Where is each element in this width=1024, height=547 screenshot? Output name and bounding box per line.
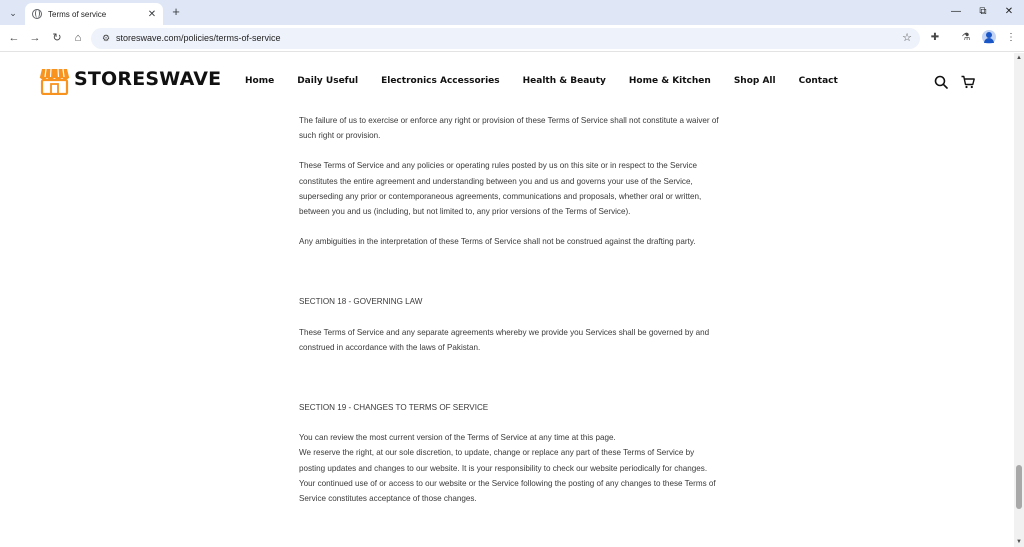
tab-strip [0,0,1024,25]
restore-icon[interactable]: ⧉ [979,6,987,17]
profile-avatar-icon[interactable] [982,30,996,44]
nav-health-beauty[interactable]: Health & Beauty [522,76,606,86]
tab-search-chevron-icon[interactable]: ⌄ [9,7,17,18]
section-19-heading: SECTION 19 - CHANGES TO TERMS OF SERVICE [299,403,489,413]
section-18-heading: SECTION 18 - GOVERNING LAW [299,297,423,307]
terms-content [299,113,719,506]
scroll-up-arrow-icon[interactable]: ▲ [1016,55,1022,61]
back-arrow-icon[interactable]: ← [8,32,20,44]
site-settings-icon[interactable]: ⚙ [101,33,111,43]
forward-arrow-icon[interactable]: → [29,32,41,44]
tab-title: Terms of service [48,9,107,19]
storefront-logo-icon[interactable] [39,67,70,95]
paragraph-waiver: The failure of us to exercise or enforce any right or provision of these Terms of Service shall not constitute a waiver of such right or provision. [299,116,719,141]
nav-daily-useful[interactable]: Daily Useful [297,76,359,86]
extensions-puzzle-icon[interactable]: ✚ [930,32,940,43]
logo-text[interactable]: STORESWAVE [74,68,222,90]
new-tab-button[interactable]: + [172,4,180,19]
bookmark-star-icon[interactable]: ☆ [902,32,912,44]
cart-icon[interactable] [961,75,975,89]
nav-home[interactable]: Home [245,76,275,86]
nav-contact[interactable]: Contact [798,76,838,86]
nav-home-kitchen[interactable]: Home & Kitchen [628,76,711,86]
tab-close-icon[interactable]: ✕ [147,8,157,20]
nav-shop-all[interactable]: Shop All [733,76,776,86]
minimize-icon[interactable]: — [951,6,961,17]
labs-flask-icon[interactable]: ⚗ [961,32,971,43]
browser-menu-icon[interactable]: ⋮ [1006,32,1016,43]
url-text[interactable]: storeswave.com/policies/terms-of-service [116,33,281,43]
globe-icon [32,9,42,19]
paragraph-review-terms: You can review the most current version of the Terms of Service at any time at this page. [299,433,616,443]
home-icon[interactable]: ⌂ [74,32,82,44]
reload-icon[interactable]: ↻ [52,32,62,44]
paragraph-changes: We reserve the right, at our sole discretion, to update, change or replace any part of these Terms of Service by posting updates and changes to our website. It is your responsibility to check our website periodically for changes. Your continued use of or access to our website or the Service following the posting of any changes to these Terms of Service constitutes acceptance of those changes. [299,448,716,504]
search-icon[interactable] [934,75,948,89]
active-tab[interactable] [25,3,163,25]
site-header [0,53,1014,113]
browser-toolbar [0,25,1024,52]
scrollbar-thumb[interactable] [1016,465,1022,509]
window-close-icon[interactable]: ✕ [1004,6,1014,17]
scroll-down-arrow-icon[interactable]: ▼ [1016,539,1022,545]
nav-electronics-accessories[interactable]: Electronics Accessories [381,76,500,86]
main-navigation [245,76,861,86]
page-scrollbar[interactable] [1014,53,1024,547]
paragraph-governing-law: These Terms of Service and any separate agreements whereby we provide you Services shall be governed by and construed in accordance with the laws of Pakistan. [299,327,710,352]
paragraph-entire-agreement: These Terms of Service and any policies or operating rules posted by us on this site or in respect to the Service constitutes the entire agreement and understanding between you and us and governs your use of the Service, superseding any prior or contemporaneous agreements, communications and proposals, whether oral or written, between you and us (including, but not limited to, any prior versions of the Terms of Service). [299,161,702,217]
paragraph-ambiguities: Any ambiguities in the interpretation of these Terms of Service shall not be construed against the drafting party. [299,237,696,247]
address-bar[interactable] [91,28,920,49]
